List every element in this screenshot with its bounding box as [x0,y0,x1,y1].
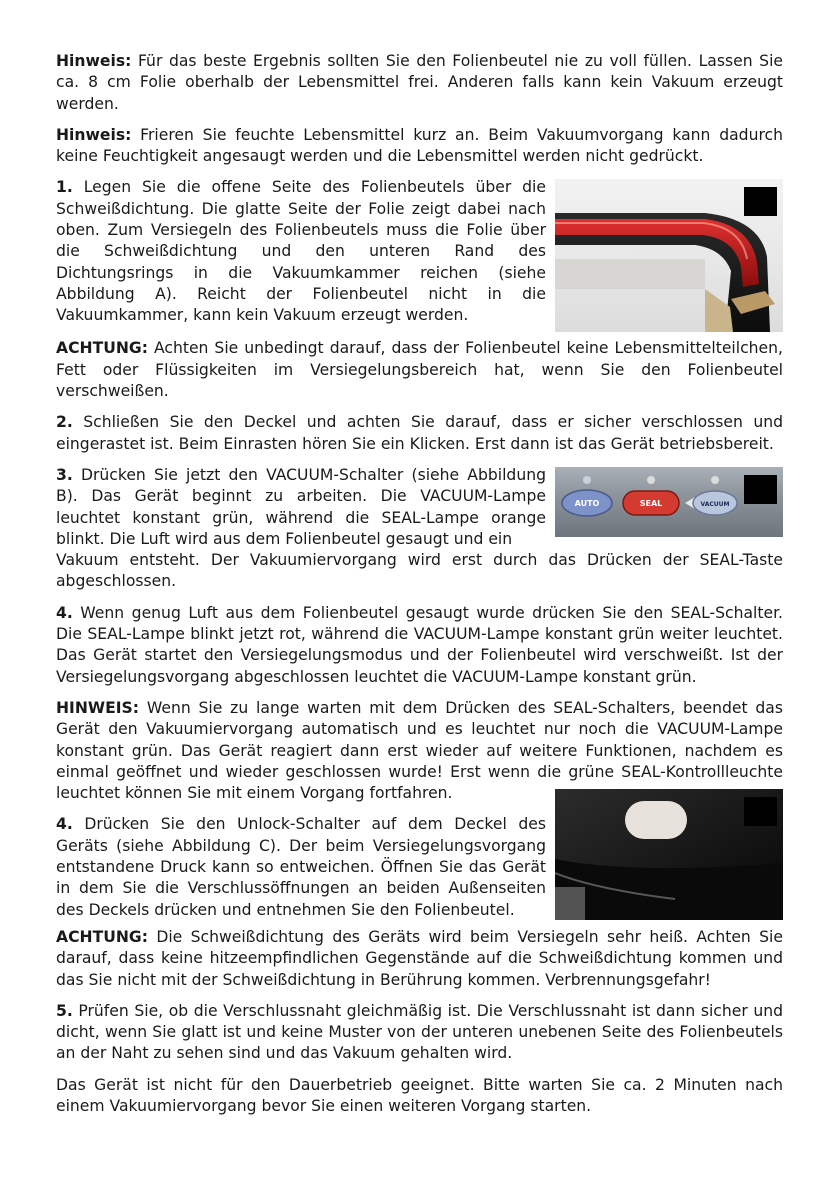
note-text: Wenn Sie zu lange warten mit dem Drücken des SEAL-Schalters, beendet das Gerät den Vakuumiervorgang automatisch und es leuchtet nur noch die VACUUM-Lampe konstant grün. Das Gerät reagiert dann erst wieder auf weitere Funktionen, nachdem es einmal geöffnet und wieder geschlossen wurde! Erst wenn die grüne SEAL-Kontrollleuchte leuchtet können Sie mit einem Vorgang fortfahren. [56,698,783,803]
step-3-continued: Vakuum entsteht. Der Vakuumiervorgang wird erst durch das Drücken der SEAL-Taste abgeschlossen. [56,551,783,591]
step-1-block [56,177,783,332]
closing-note: Das Gerät ist nicht für den Dauerbetrieb geeignet. Bitte warten Sie ca. 2 Minuten nach einem Vakuumiervorgang bevor Sie einen weiteren Vorgang starten. [56,1075,783,1115]
seal-button-label: SEAL [639,498,663,508]
note-text: Frieren Sie feuchte Lebensmittel kurz an. Beim Vakuumvorgang kann dadurch keine Feuchtigkeit angesaugt werden und die Lebensmittel werden nicht gedrückt. [56,125,783,166]
warning-text: Die Schweißdichtung des Geräts wird beim Versiegeln sehr heiß. Achten Sie darauf, dass keine hitzeempfindlichen Gegenstände auf die Schweißdichtung kommen und das Sie nicht mit der Schweißdichtung in Berührung kommen. Verbrennungsgefahr! [56,927,783,989]
step-text: Prüfen Sie, ob die Verschlussnaht gleichmäßig ist. Die Verschlussnaht ist dann sicher und dicht, wenn Sie glatt ist und keine Muster von der unteren unebenen Seite des Folienbeutels an der Naht zu sehen sind und das Vakuum gehalten wird. [56,1001,783,1063]
warning-label: ACHTUNG: [56,339,148,358]
note-label: Hinweis: [56,52,132,70]
step-number: 2. [56,413,73,432]
note-fill-bag [56,51,783,115]
figure-label-box [744,797,777,826]
step-number: 4. [56,603,73,622]
warning-contaminants [56,338,783,402]
step-1 [56,177,546,326]
step-number: 1. [56,178,73,197]
step-3 [56,465,546,550]
warning-hot-seal [56,927,783,991]
step-number: 5. [56,1001,73,1020]
manual-page [56,51,783,1127]
step-3-block [56,465,783,593]
step-4b [56,814,546,920]
vacuum-button-label: VACUUM [700,500,730,508]
step-text: Wenn genug Luft aus dem Folienbeutel gesaugt wurde drücken Sie den SEAL-Schalter. Die SEAL-Lampe blinkt jetzt rot, während die VACUUM-Lampe konstant grün weiter leuchtet. Das Gerät startet den Versiegelungsmodus und der Folienbeutel wird verschweißt. Ist der Versiegelungsvorgang abgeschlossen leuchtet die VACUUM-Lampe konstant grün. [56,603,783,686]
warning-text: Achten Sie unbedingt darauf, dass der Folienbeutel keine Lebensmittelteilchen, Fett oder Flüssigkeiten im Versiegelungsbereich hat, wenn Sie den Folienbeutel verschweißen. [56,339,783,401]
step-text: Schließen Sie den Deckel und achten Sie darauf, dass er sicher verschlossen und eingerastet ist. Beim Einrasten hören Sie ein Klicken. Erst dann ist das Gerät betriebsbereit. [56,413,783,453]
step-2 [56,412,783,455]
note-text: Für das beste Ergebnis sollten Sie den Folienbeutel nie zu voll füllen. Lassen Sie ca. 8 cm Folie oberhalb der Lebensmittel frei. Anderen falls kann kein Vakuum erzeugt werden. [56,52,783,113]
note-label: HINWEIS: [56,698,140,717]
step-5 [56,1001,783,1065]
auto-button-label: AUTO [574,498,600,508]
figure-b-control-panel [555,467,783,537]
step-number: 4. [56,815,73,834]
figure-label-box [744,475,777,504]
figure-c-unlock-lid [555,789,783,920]
step-4b-block [56,787,783,920]
warning-label: ACHTUNG: [56,927,148,946]
step-text: Drücken Sie den Unlock-Schalter auf dem Deckel des Geräts (siehe Abbildung C). Der beim Versiegelungsvorgang entstandene Druck kann so entweichen. Öffnen Sie das Gerät in dem Sie die Verschlussöffnungen an beiden Außenseiten des Deckels drücken und entnehmen Sie den Folienbeutel. [56,815,546,919]
note-freeze [56,125,783,168]
step-4 [56,603,783,688]
step-text: Drücken Sie jetzt den VACUUM-Schalter (siehe Abbildung B). Das Gerät beginnt zu arbeiten. Die VACUUM-Lampe leuchtet konstant grün, während die SEAL-Lampe orange blinkt. Die Luft wird aus dem Folienbeutel gesaugt und ein [56,465,546,548]
figure-label-box [744,187,777,216]
figure-a-seal-bar [555,179,783,332]
step-number: 3. [56,465,73,484]
note-label: Hinweis: [56,125,132,144]
step-text: Legen Sie die offene Seite des Folienbeutels über die Schweißdichtung. Die glatte Seite der Folie zeigt dabei nach oben. Zum Versiegeln des Folienbeutels muss die Folie über die Schweißdichtung und den unteren Rand des Dichtungsrings in die Vakuumkammer reichen (siehe Abbildung A). Reicht der Folienbeutel nicht in die Vakuumkammer, kann kein Vakuum erzeugt werden. [56,178,546,325]
